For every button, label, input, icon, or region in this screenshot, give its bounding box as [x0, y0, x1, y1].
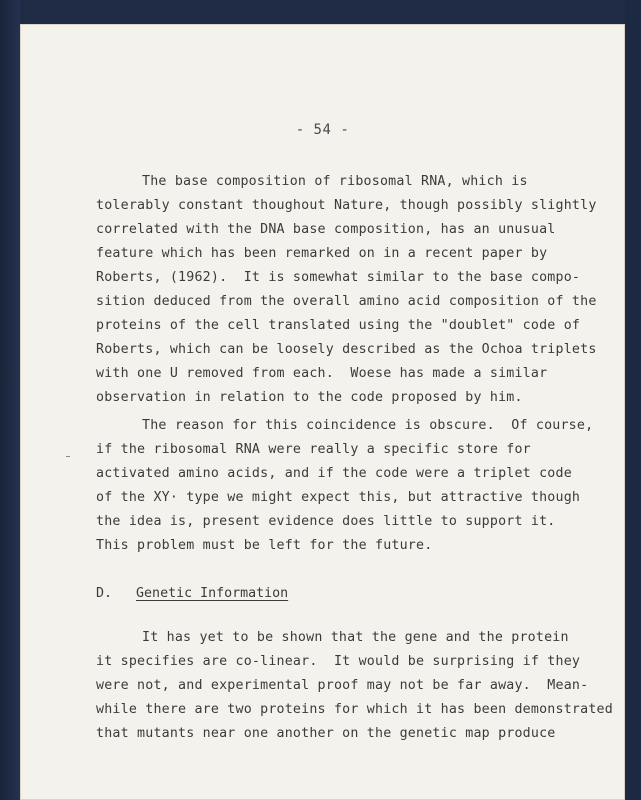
paragraph-1-line: tolerably constant thoughout Nature, though possibly slightly: [96, 198, 597, 213]
paragraph-3-line: that mutants near one another on the genetic map produce: [96, 726, 556, 741]
paragraph-1-line: Roberts, (1962). It is somewhat similar to the base compo-: [96, 270, 581, 285]
paragraph-2-line: The reason for this coincidence is obscure. Of course,: [142, 418, 594, 433]
paragraph-3-line: were not, and experimental proof may not be far away. Mean-: [96, 678, 589, 693]
paragraph-2-line: of the XY· type we might expect this, but attractive though: [96, 490, 581, 505]
right-background-strip: [625, 0, 641, 800]
paragraph-3-line: It has yet to be shown that the gene and the protein: [142, 630, 569, 645]
paragraph-1-line: sition deduced from the overall amino acid composition of the: [96, 294, 597, 309]
section-title: Genetic Information: [136, 586, 289, 601]
page-number: - 54 -: [295, 122, 350, 138]
paragraph-3-line: it specifies are co-linear. It would be surprising if they: [96, 654, 581, 669]
paragraph-2-line: This problem must be left for the future.: [96, 538, 433, 553]
section-label: D.: [96, 586, 113, 601]
paragraph-1-line: proteins of the cell translated using the "doublet" code of: [96, 318, 581, 333]
paragraph-3-line: while there are two proteins for which it has been demonstrated: [96, 702, 613, 717]
paragraph-1-line: with one U removed from each. Woese has made a similar: [96, 366, 548, 381]
paragraph-2-line: the idea is, present evidence does little to support it.: [96, 514, 556, 529]
paragraph-1-line: observation in relation to the code proposed by him.: [96, 390, 523, 405]
margin-mark: [66, 456, 70, 457]
paragraph-1-line: feature which has been remarked on in a recent paper by: [96, 246, 548, 261]
paragraph-2-line: activated amino acids, and if the code were a triplet code: [96, 466, 572, 481]
section-heading: [96, 586, 288, 602]
paragraph-1-line: Roberts, which can be loosely described as the Ochoa triplets: [96, 342, 597, 357]
left-background-strip: [0, 0, 20, 800]
paragraph-1-line: correlated with the DNA base composition, has an unusual: [96, 222, 556, 237]
document-page: [20, 24, 625, 800]
paragraph-2-line: if the ribosomal RNA were really a specific store for: [96, 442, 531, 457]
paragraph-1-line: The base composition of ribosomal RNA, which is: [142, 174, 528, 189]
